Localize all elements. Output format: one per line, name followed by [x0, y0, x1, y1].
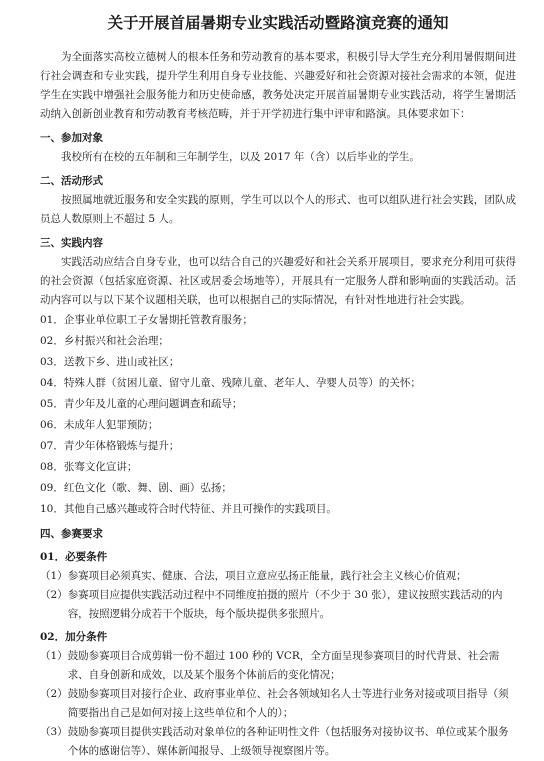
- required-conditions-heading: 01．必要条件: [40, 551, 108, 563]
- topic-item: 07．青少年体格锻炼与提升；: [40, 440, 180, 452]
- item-text: 参赛项目必须真实、健康、合法，项目立意应弘扬正能量，践行社会主义核心价值观；: [67, 570, 467, 582]
- section-1-heading: 一、参加对象: [40, 132, 103, 144]
- item-text: 鼓励参赛项目提供实践活动对象单位的各种证明性文件（包括服务对接协议书、单位或某个服务个体的感谢信等）、媒体新闻报导、上级领导视察图片等。: [67, 726, 509, 757]
- topic-item: 08．张骞文化宣讲；: [40, 461, 138, 473]
- section-4-heading: 四、参赛要求: [40, 528, 103, 540]
- topic-item: 09．红色文化（歌、舞、剧、画）弘扬；: [40, 482, 232, 494]
- topic-item: 10．其他自己感兴趣或符合时代特征、并且可操作的实践项目。: [40, 503, 337, 515]
- bonus-condition-item: [40, 723, 516, 761]
- item-number: （3）: [40, 726, 68, 738]
- topic-item: 05．青少年及儿童的心理问题调查和疏导；: [40, 398, 243, 410]
- topic-item: 02．乡村振兴和社会治理；: [40, 335, 169, 347]
- topic-item: 01．企事业单位职工子女暑期托管教育服务；: [40, 314, 253, 326]
- document-title: 关于开展首届暑期专业实践活动暨路演竞赛的通知: [107, 13, 449, 32]
- item-number: （2）: [40, 589, 68, 601]
- section-2-text: 按照属地就近服务和安全实践的原则，学生可以以个人的形式、也可以组队进行社会实践，团队成员总人数原则上不超过 5 人。: [40, 194, 516, 225]
- section-1-text: 我校所有在校的五年制和三年制学生，以及 2017 年（含）以后毕业的学生。: [61, 151, 420, 163]
- item-text: 参赛项目应提供实践活动过程中不同维度拍摄的照片（不少于 30 张），建议按照实践活动的内容，按照逻辑分成若干个版块，每个版块提供多张照片。: [67, 589, 503, 620]
- item-text: 鼓励参赛项目合成剪辑一份不超过 100 秒的 VCR，全方面呈现参赛项目的时代背景、社会需求、自身创新和成效，以及某个服务个体前后的变化情况；: [67, 650, 500, 681]
- item-number: （1）: [40, 650, 68, 662]
- topic-item: 03．送教下乡、进山或社区；: [40, 356, 180, 368]
- bonus-conditions-heading: 02．加分条件: [40, 631, 108, 643]
- section-3-text: 实践活动应结合自身专业，也可以结合自己的兴趣爱好和社会关系开展项目，要求充分利用可获得的社会资源（包括家庭资源、社区或居委会场地等），开展具有一定服务人群和影响面的实践活动。活动内容可以与以下某个议题相关联，也可以根据自己的实际情况，有针对性地进行社会实践。: [40, 256, 516, 306]
- intro-paragraph: 为全面落实高校立德树人的根本任务和劳动教育的基本要求，积极引导大学生充分利用暑假期间进行社会调查和专业实践，提升学生利用自身专业技能、兴趣爱好和社会资源对接社会需求的本领，促进学生在实践中增强社会服务能力和历史使命感，教务处决定开展首届暑期专业实践活动，将学生暑期活动纳入创新创业教育和劳动教育考核范畴，并于开学初进行集中评审和路演。具体要求如下：: [40, 51, 516, 120]
- item-text: 鼓励参赛项目对接行企业、政府事业单位、社会各领域知名人士等进行业务对接或项目指导（须简要指出自己是如何对接上这些单位和个人的）；: [67, 688, 509, 719]
- bonus-condition-item: [40, 647, 516, 685]
- section-2-heading: 二、活动形式: [40, 175, 103, 187]
- item-number: （1）: [40, 570, 68, 582]
- topic-list: [40, 310, 516, 520]
- item-number: （2）: [40, 688, 68, 700]
- topic-item: 04．特殊人群（贫困儿童、留守儿童、残障儿童、老年人、孕婴人员等）的关怀；: [40, 377, 421, 389]
- section-3-heading: 三、实践内容: [40, 237, 103, 249]
- required-condition-item: [40, 586, 516, 624]
- bonus-condition-item: [40, 685, 516, 723]
- required-condition-item: [40, 567, 516, 586]
- topic-item: 06．未成年人犯罪预防；: [40, 419, 159, 431]
